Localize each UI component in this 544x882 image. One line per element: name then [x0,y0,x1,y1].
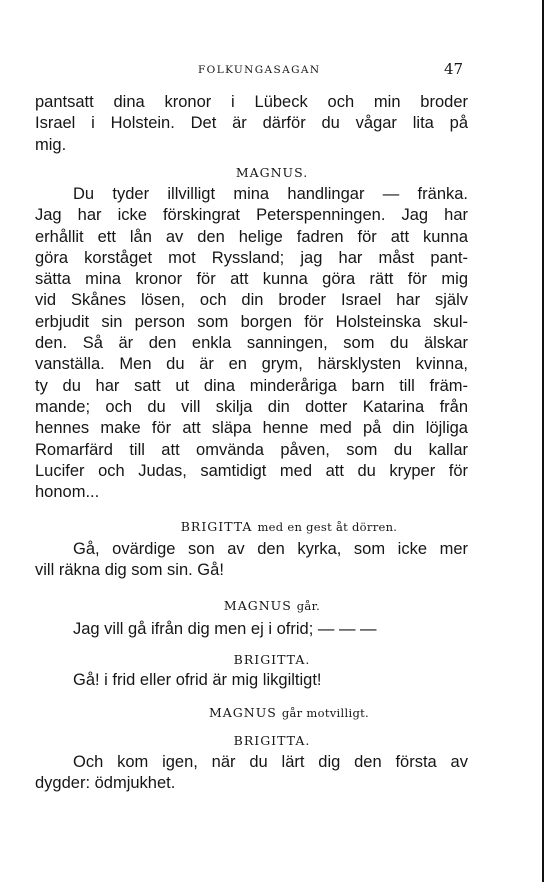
dialogue-paragraph [35,670,468,691]
dialogue-paragraph [35,92,468,156]
text-line: dygder: ödmjukhet. [35,774,176,793]
text-line: mig. [35,135,67,154]
text-line: honom... [35,483,100,502]
speaker-name: BRIGITTA. [233,652,311,667]
stage-direction: går motvilligt. [281,706,369,720]
text-line: hennes make för att släpa henne med på din löjliga [35,419,468,438]
speaker-heading [0,598,544,613]
speaker-name: MAGNUS [208,705,277,720]
text-line: vid Skånes lösen, och din broder Israel har själv [35,291,468,310]
text-line: Israel i Holstein. Det är därför du vågar lita på [35,114,468,133]
running-title: FOLKUNGASAGAN [198,64,321,76]
speaker-name: BRIGITTA [180,519,253,534]
text-line: Lucifer och Judas, samtidigt med att du kryper för [35,461,468,480]
dialogue-paragraph [35,184,468,503]
text-line: pantsatt dina kronor i Lübeck och min broder [35,93,468,111]
speaker-name: MAGNUS. [235,165,309,180]
text-line: erbjudit sin person som borgen för Holsteinska skul- [35,312,468,331]
text-line: Du tyder illvilligt mina handlingar — fränka. [73,185,468,203]
speaker-heading [0,733,544,748]
text-line: göra korståget mot Ryssland; jag har måst pant- [35,248,468,267]
text-line: sätta mina kronor för att kunna göra rätt för mig [35,270,468,289]
dialogue-paragraph [35,752,468,795]
speaker-heading [0,652,544,667]
stage-direction: går. [296,599,321,613]
speaker-name: MAGNUS [223,598,292,613]
text-line: Jag vill gå ifrån dig men ej i ofrid; — — — [73,620,377,638]
text-line: Romarfärd till att omvända påven, som du kallar [35,440,468,459]
dialogue-paragraph [35,539,468,582]
text-line: Gå! i frid eller ofrid är mig likgiltigt! [73,671,322,689]
text-line: Och kom igen, när du lärt dig den första av [73,753,468,771]
speaker-name: BRIGITTA. [233,733,311,748]
stage-direction: med en gest åt dörren. [257,520,398,534]
speaker-heading [0,165,544,180]
text-line: vill räkna dig som sin. Gå! [35,561,224,580]
text-line: vanställa. Men du är en grym, härsklysten kvinna, [35,355,468,374]
page-number: 47 [444,60,464,78]
text-line: Jag har icke förskingrat Peterspenningen. Jag har [35,206,468,225]
speaker-heading [0,705,544,720]
speaker-heading [0,519,544,534]
dialogue-paragraph [35,619,468,640]
text-line: mande; och du vill skilja din dotter Katarina från [35,397,468,416]
text-line: ty du har satt ut dina minderåriga barn till främ- [35,376,468,395]
text-line: den. Så är den enkla sanningen, som du älskar [35,334,468,353]
text-line: erhållit ett lån av den helige fadren för att kunna [35,227,468,246]
text-line: Gå, ovärdige son av den kyrka, som icke mer [73,540,468,558]
